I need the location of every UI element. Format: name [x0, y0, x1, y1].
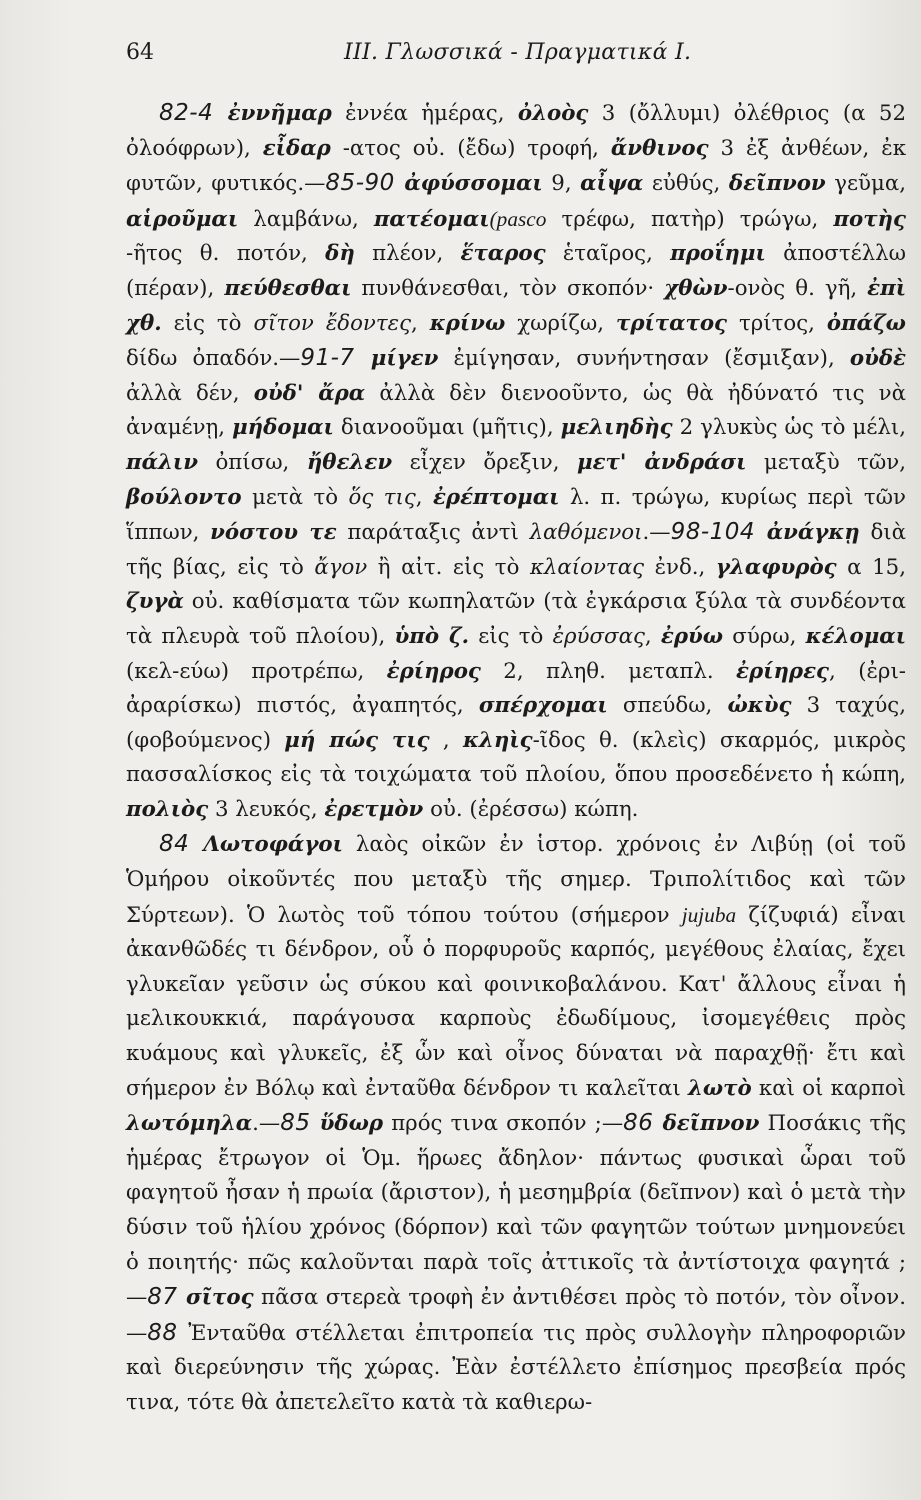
gloss-text: οὐ. (ἐρέσσω) κώπη.: [423, 796, 639, 822]
gloss-text: εὐθύς,: [643, 171, 729, 197]
headword: βούλοντο: [126, 484, 242, 510]
headword: τρίτατος: [615, 310, 728, 336]
headword: ὀλοὸς: [517, 101, 589, 126]
gloss-text: 2, πληθ. μεταπλ.: [480, 658, 737, 684]
gloss-text: 3 ταχύς, (φοβούμενος): [126, 693, 906, 753]
headword: ἄνθινος: [610, 135, 709, 161]
headword: ἐρετμὸν: [324, 796, 424, 822]
gloss-text: ἀλλὰ δὲν διενοοῦντο, ὡς θὰ ἠδύνατό τις νὰ ἀναμένῃ,: [126, 380, 907, 441]
line-number-ref: 91-7: [300, 345, 371, 372]
gloss-text: ὀπίσω,: [198, 449, 307, 475]
page-number: 64: [126, 40, 154, 65]
gloss-text: λ. π. τρώγω, κυρίως περὶ τῶν ἵππων,: [126, 484, 906, 546]
gloss-text: .—: [252, 1111, 281, 1137]
headword: λωτόμηλα: [126, 1111, 253, 1137]
headword: κρίνω: [429, 310, 506, 336]
gloss-text: .—: [642, 520, 671, 546]
gloss-text: λαὸς οἰκῶν ἐν ἱστορ. χρόνοις ἐν Λιβύῃ (οἱ τοῦ Ὁμήρου οἰκοῦντές που μεταξὺ τῆς σημερ. Τριπολίτιδος καὶ τῶν Σύρτεων). Ὁ λωτὸς τοῦ τόπου τούτου (σήμερον: [126, 832, 906, 928]
headword: ἀνάγκῃ: [766, 520, 860, 546]
headword: Λωτοφάγοι: [203, 832, 343, 858]
line-number-ref: 98-104: [670, 519, 767, 546]
headword: ἀφύσσομαι: [404, 171, 543, 197]
gloss-text: 3 (ὄλλυμι) ὀλέθριος (α 52 ὀλοόφρων),: [126, 101, 907, 161]
headword: ζυγὰ: [126, 589, 184, 615]
headword: ἤθελεν: [306, 449, 393, 475]
line-number-ref: 87: [147, 1284, 187, 1311]
gloss-text: τρίτος,: [727, 310, 827, 336]
gloss-text: (κελ-εύω) προτρέπω,: [126, 658, 387, 684]
quoted-phrase: λαθόμενοι: [529, 520, 643, 546]
headword: κληὶς: [462, 727, 533, 753]
gloss-text: ἢ αἰτ. εἰς τὸ: [367, 554, 530, 580]
headword: ὑπὸ ζ.: [394, 623, 469, 649]
headword: λωτὸ: [687, 1075, 752, 1101]
headword: νόστου τε: [210, 520, 337, 546]
headword: ἐρίηρος: [386, 658, 481, 684]
gloss-text: ἀποστέλλω (πέραν),: [126, 241, 907, 301]
gloss-text: ἐννέα ἡμέρας,: [331, 101, 518, 126]
gloss-text: -ονὸς θ. γῆ,: [727, 275, 868, 301]
headword: ποτὴς: [833, 206, 906, 232]
headword: πολιὸς: [126, 796, 209, 822]
gloss-text: εἰς τὸ: [469, 623, 553, 649]
latin-term: jujuba: [681, 902, 737, 927]
gloss-text: σπεύδω,: [607, 693, 728, 719]
gloss-text: πλέον,: [354, 241, 461, 267]
headword: μήδομαι: [232, 415, 334, 441]
headword: πατέομαι: [373, 206, 490, 232]
gloss-text: μετὰ τὸ: [241, 484, 349, 510]
commentary-text: [126, 96, 906, 1421]
gloss-text: 2 γλυκὺς ὡς τὸ μέλι,: [672, 415, 906, 441]
paragraph: [126, 827, 906, 1420]
line-number-ref: 86: [623, 1110, 663, 1137]
gloss-text: ,: [644, 623, 661, 649]
gloss-text: πυνθάνεσθαι, τὸν σκοπόν·: [351, 275, 665, 301]
gloss-text: οὐ. καθίσματα τῶν κωπηλατῶν (τὰ ἐγκάρσια ξύλα τὰ συνδέοντα τὰ πλευρὰ τοῦ πλοίου),: [126, 589, 906, 649]
gloss-text: πᾶσα στερεὰ τροφὴ ἐν ἀντιθέσει πρὸς τὸ ποτόν, τὸν οἶνον.—: [126, 1285, 907, 1346]
gloss-text: -ατος οὐ. (ἔδω) τροφή,: [330, 135, 611, 161]
headword: ἕταρος: [460, 241, 546, 267]
running-header: [126, 40, 901, 72]
headword: πάλιν: [126, 449, 198, 475]
gloss-text: α 15,: [836, 554, 906, 580]
paragraph: [126, 96, 906, 827]
headword: πεύθεσθαι: [224, 275, 352, 301]
gloss-text: εἶχεν ὄρεξιν,: [392, 449, 577, 475]
quoted-phrase: κλαίοντας: [529, 554, 645, 580]
headword: δὴ: [325, 241, 355, 267]
headword: οὐδ' ἄρα: [253, 380, 366, 406]
headword: δεῖπνον: [728, 171, 826, 197]
headword: ἐννῆμαρ: [227, 101, 332, 126]
headword: ἐπὶ χθ.: [126, 275, 907, 336]
gloss-text: Ποσάκις τῆς ἡμέρας ἔτρωγον οἱ Ὁμ. ἥρωες ἄδηλον· πάντως φυσικαὶ ὧραι τοῦ φαγητοῦ ἦσαν ἡ πρωία (ἄριστον), ἡ μεσημβρία (δεῖπνον) καὶ ὁ μετὰ τὴν δύσιν τοῦ ἡλίου χρόνος (δόρπον) καὶ τῶν φαγητῶν τούτων μνημονεύει ὁ ποιητής· πῶς καλοῦνται παρὰ τοῖς ἀττικοῖς τὰ ἀντίστοιχα φαγητά ;—: [126, 1111, 906, 1311]
headword: μετ' ἀνδράσι: [577, 449, 747, 475]
gloss-text: δίδω ὀπαδόν.—: [126, 346, 301, 372]
headword: μή πώς τις: [284, 727, 430, 753]
gloss-text: Ἐνταῦθα στέλλεται ἐπιτροπεία τις πρὸς συλλογὴν πληροφοριῶν καὶ διερεύνησιν τῆς χώρας. Ἐὰν ἐστέλλετο ἐπίσημος πρεσβεία πρός τινα, τότε θὰ ἀπετελεῖτο κατὰ τὰ καθιερω-: [126, 1320, 906, 1415]
gloss-text: σύρω,: [723, 623, 806, 649]
gloss-text: καὶ οἱ καρποὶ: [751, 1075, 906, 1101]
gloss-text: ἐμίγησαν, συνήντησαν (ἔσμιξαν),: [438, 346, 850, 372]
headword: σῖτος: [186, 1285, 254, 1311]
line-number-ref: 82-4: [159, 100, 228, 126]
headword: κέλομαι: [805, 623, 907, 649]
quoted-phrase: ἄγον: [314, 554, 368, 580]
gloss-text: 9,: [542, 171, 581, 197]
gloss-text: εἰς τὸ: [161, 310, 254, 336]
headword: οὐδὲ: [849, 346, 906, 372]
headword: ἐρέπτομαι: [432, 484, 560, 510]
line-number-ref: 88: [147, 1319, 189, 1346]
gloss-text: ἀλλὰ δέν,: [126, 380, 254, 406]
gloss-text: χωρίζω,: [505, 310, 616, 336]
gloss-text: διανοοῦμαι (μῆτις),: [333, 415, 561, 441]
line-number-ref: 85: [280, 1110, 320, 1137]
gloss-text: ,: [411, 310, 430, 336]
headword: ἐρίηρες: [736, 658, 830, 684]
gloss-text: τρέφω, πατὴρ) τρώγω,: [546, 206, 834, 232]
gloss-text: μεταξὺ τῶν,: [746, 449, 906, 475]
headword: χθὼν: [664, 275, 728, 301]
gloss-text: γεῦμα,: [825, 171, 906, 197]
headword: μελιηδὴς: [560, 415, 673, 441]
headword: ὠκὺς: [727, 693, 792, 719]
gloss-text: ,: [415, 484, 433, 510]
quoted-phrase: σῖτον ἔδοντες: [253, 310, 411, 336]
headword: δεῖπνον: [662, 1111, 760, 1137]
gloss-text: πρός τινα σκοπόν ;—: [383, 1111, 624, 1137]
gloss-text: λαμβάνω,: [238, 206, 374, 232]
quoted-phrase: ὅς τις: [348, 484, 416, 510]
gloss-text: παράταξις ἀντὶ: [336, 520, 530, 546]
running-title: III. Γλωσσικά - Πραγματικά I.: [344, 40, 692, 65]
headword: ὀπάζω: [826, 310, 906, 336]
headword: γλαφυρὸς: [715, 554, 837, 580]
headword: ὕδωρ: [319, 1111, 384, 1137]
headword: εἶδαρ: [262, 135, 331, 161]
headword: αἱροῦμαι: [126, 206, 239, 232]
gloss-text: 3 ἐξ ἀνθέων, ἐκ φυτῶν, φυτικός.—: [126, 135, 907, 197]
headword: ἐρύω: [660, 623, 724, 649]
line-number-ref: 84: [159, 831, 204, 858]
headword: σπέρχομαι: [478, 693, 608, 719]
latin-term: (pasco: [489, 206, 547, 231]
gloss-text: , (ἐρι- ἀραρίσκω) πιστός, ἀγαπητός,: [126, 658, 907, 719]
headword: αἶψα: [580, 171, 644, 197]
gloss-text: ,: [429, 727, 463, 753]
headword: μίγεν: [370, 346, 439, 372]
gloss-text: διὰ τῆς βίας, εἰς τὸ: [126, 520, 907, 580]
quoted-phrase: ἐρύσσας: [552, 623, 645, 649]
gloss-text: ζίζυφιά) εἶναι ἀκανθῶδές τι δένδρον, οὗ ὁ πορφυροῦς καρπός, μεγέθους ἐλαίας, ἔχει γλυκεῖαν γεῦσιν ὡς σύκου καὶ φοινικοβαλάνου. Κατ' ἄλλους εἶναι ἡ μελικουκκιά, παράγουσα καρποὺς ἐδωδίμους, ἰσομεγέθεις πρὸς κυάμους καὶ γλυκεῖς, ἐξ ὧν καὶ οἶνος δύναται νὰ παραχθῇ· ἔτι καὶ σήμερον ἐν Βόλῳ καὶ ἐνταῦθα δένδρον τι καλεῖται: [126, 902, 907, 1101]
headword: προΐημι: [670, 241, 766, 267]
gloss-text: -ῆτος θ. ποτόν,: [126, 241, 326, 267]
gloss-text: ἑταῖρος,: [545, 241, 671, 267]
gloss-text: 3 λευκός,: [208, 796, 325, 822]
gloss-text: ἐνδ.,: [644, 554, 716, 580]
gloss-text: -ῖδος θ. (κλεὶς) σκαρμός, μικρὸς πασσαλίσκος εἰς τὰ τοιχώματα τοῦ πλοίου, ὅπου προσεδένετο ἡ κώπη,: [126, 727, 906, 788]
line-number-ref: 85-90: [325, 170, 405, 197]
